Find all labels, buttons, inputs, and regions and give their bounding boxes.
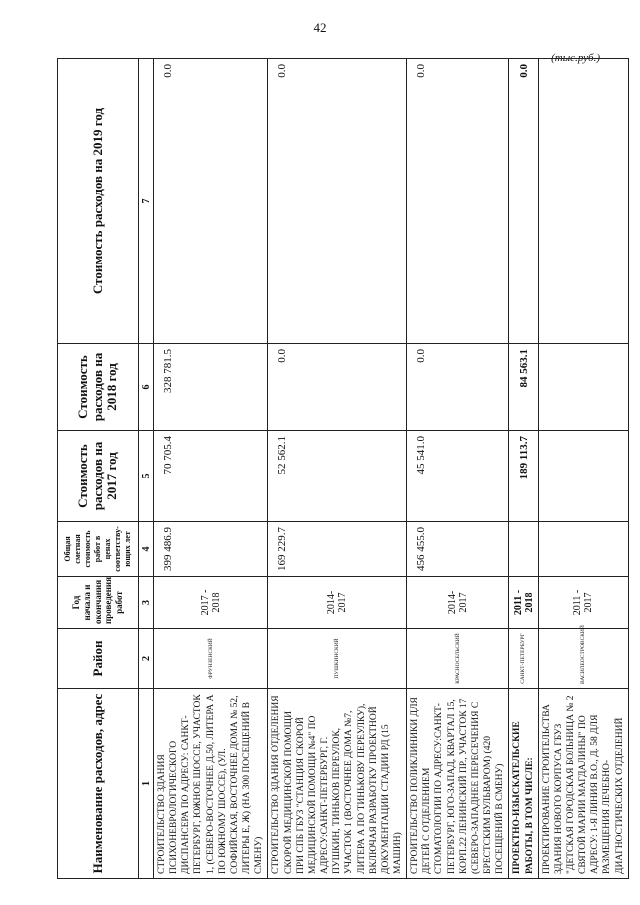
row-cost-2019: 0.0 — [154, 59, 268, 344]
row-cost-2017: 189 113.7 — [509, 431, 538, 522]
table-row — [268, 59, 407, 879]
row-total-cost — [509, 522, 538, 577]
row-district: САНКТ-ПЕТЕРБУРГ — [509, 629, 538, 689]
row-period: 2011 - 2018 — [509, 577, 538, 629]
row-total-cost — [538, 522, 628, 577]
row-name: СТРОИТЕЛЬСТВО ЗДАНИЯ ОТДЕЛЕНИЯ СКОРОЙ МЕДИЦИНСКОЙ ПОМОЩИ ПРИ СПБ ГБУЗ "СТАНЦИЯ СКОРОЙ МЕДИЦИНСКОЙ ПОМОЩИ №4" ПО АДРЕСУ:САНКТ-ПЕТЕРБУРГ, Г. ПУШКИН, ТИНЬКОВ ПЕРЕУЛОК, УЧАСТОК 1 (ВОСТОЧНЕЕ ДОМА №7, ЛИТЕРА А ПО ТИНЬКОВУ ПЕРЕУЛКУ), ВКЛЮЧАЯ РАЗРАБОТКУ ПРОЕКТНОЙ ДОКУМЕНТАЦИИ СТАДИИ РД (15 МАШИН) — [268, 689, 407, 879]
header-row — [58, 59, 139, 879]
row-cost-2019: 0.0 — [407, 59, 509, 344]
row-total-cost: 399 486.9 — [154, 522, 268, 577]
row-district: КРАСНОСЕЛЬСКИЙ — [407, 629, 509, 689]
row-period: 2014-2017 — [407, 577, 509, 629]
row-cost-2018: 0.0 — [407, 344, 509, 431]
row-cost-2018: 0.0 — [268, 344, 407, 431]
col-num-2: 2 — [139, 629, 154, 689]
row-cost-2018 — [538, 344, 628, 431]
table-row — [154, 59, 268, 879]
row-cost-2017: 52 562.1 — [268, 431, 407, 522]
table-row — [407, 59, 509, 879]
row-cost-2018: 84 563.1 — [509, 344, 538, 431]
row-cost-2018: 328 781.5 — [154, 344, 268, 431]
row-total-cost: 456 455.0 — [407, 522, 509, 577]
row-period: 2014-2017 — [268, 577, 407, 629]
row-period: 2017 - 2018 — [154, 577, 268, 629]
rotated-table-container — [57, 59, 625, 879]
header-cost-2019: Стоимость расходов на 2019 год — [58, 59, 139, 344]
table-row — [538, 59, 628, 879]
row-cost-2019: 0.0 — [509, 59, 538, 344]
col-num-4: 4 — [139, 522, 154, 577]
col-num-1: 1 — [139, 689, 154, 879]
col-num-7: 7 — [139, 59, 154, 344]
row-cost-2017 — [538, 431, 628, 522]
col-num-5: 5 — [139, 431, 154, 522]
header-cost-2018: Стоимость расходов на 2018 год — [58, 344, 139, 431]
header-period: Год начала и окончания проведения работ — [58, 577, 139, 629]
header-cost-2017: Стоимость расходов на 2017 год — [58, 431, 139, 522]
col-num-3: 3 — [139, 577, 154, 629]
table-row — [509, 59, 538, 879]
row-district: ФРУНЗЕНСКИЙ — [154, 629, 268, 689]
header-total-cost: Общая сметная стоимость работ в ценах соответству-ющих лет — [58, 522, 139, 577]
header-name: Наименование расходов, адрес — [58, 689, 139, 879]
row-district: ВАСИЛЕОСТРОВСКИЙ — [538, 629, 628, 689]
row-cost-2019 — [538, 59, 628, 344]
col-num-6: 6 — [139, 344, 154, 431]
row-cost-2019: 0.0 — [268, 59, 407, 344]
row-name: СТРОИТЕЛЬСТВО ЗДАНИЯ ПСИХОНЕВРОЛОГИЧЕСКОГО ДИСПАНСЕРА ПО АДРЕСУ: САНКТ-ПЕТЕРБУРГ, ЮЖНОЕ ШОССЕ, УЧАСТОК 1, (СЕВЕРО-ВОСТОЧНЕЕ Д.50, ЛИТЕРА А ПО ЮЖНОМУ ШОССЕ), (УЛ. СОФИЙСКАЯ, ВОСТОЧНЕЕ ДОМА № 52, ЛИТЕРЫ Е, Ж) (НА 300 ПОСЕЩЕНИЙ В СМЕНУ) — [154, 689, 268, 879]
page-number: 42 — [313, 20, 327, 35]
row-period: 2011 - 2017 — [538, 577, 628, 629]
row-name: ПРОЕКТИРОВАНИЕ СТРОИТЕЛЬСТВА ЗДАНИЯ НОВОГО КОРПУСА ГБУЗ "ДЕТСКАЯ ГОРОДСКАЯ БОЛЬНИЦА № 2 СВЯТОЙ МАРИИ МАГДАЛИНЫ" ПО АДРЕСУ: 1-Я ЛИНИЯ В.О., Д. 58 ДЛЯ РАЗМЕЩЕНИЯ ЛЕЧЕБНО-ДИАГНОСТИЧЕСКИХ ОТДЕЛЕНИЙ — [538, 689, 628, 879]
row-cost-2017: 45 541.0 — [407, 431, 509, 522]
row-name: СТРОИТЕЛЬСТВО ПОЛИКЛИНИКИ ДЛЯ ДЕТЕЙ С ОТДЕЛЕНИЕМ СТОМАТОЛОГИИ ПО АДРЕСУ:САНКТ-ПЕТЕРБУРГ, ЮГО-ЗАПАД, КВАРТАЛ 15, КОРП.22 ЛЕНИНСКИЙ ПР., УЧАСТОК 17 (СЕВЕРО-ЗАПАДНЕЕ ПЕРЕСЕЧЕНИЯ С БРЕСТСКИМ БУЛЬВАРОМ) (420 ПОСЕЩЕНИЙ В СМЕНУ) — [407, 689, 509, 879]
row-cost-2017: 70 705.4 — [154, 431, 268, 522]
row-name: ПРОЕКТНО-ИЗЫСКАТЕЛЬСКИЕ РАБОТЫ, В ТОМ ЧИСЛЕ: — [509, 689, 538, 879]
header-district: Район — [58, 629, 139, 689]
unit-note: (тыс.руб.) — [551, 52, 600, 64]
row-total-cost: 169 229.7 — [268, 522, 407, 577]
row-district: ПУШКИНСКИЙ — [268, 629, 407, 689]
column-number-row — [139, 59, 154, 879]
expense-table — [57, 58, 629, 879]
